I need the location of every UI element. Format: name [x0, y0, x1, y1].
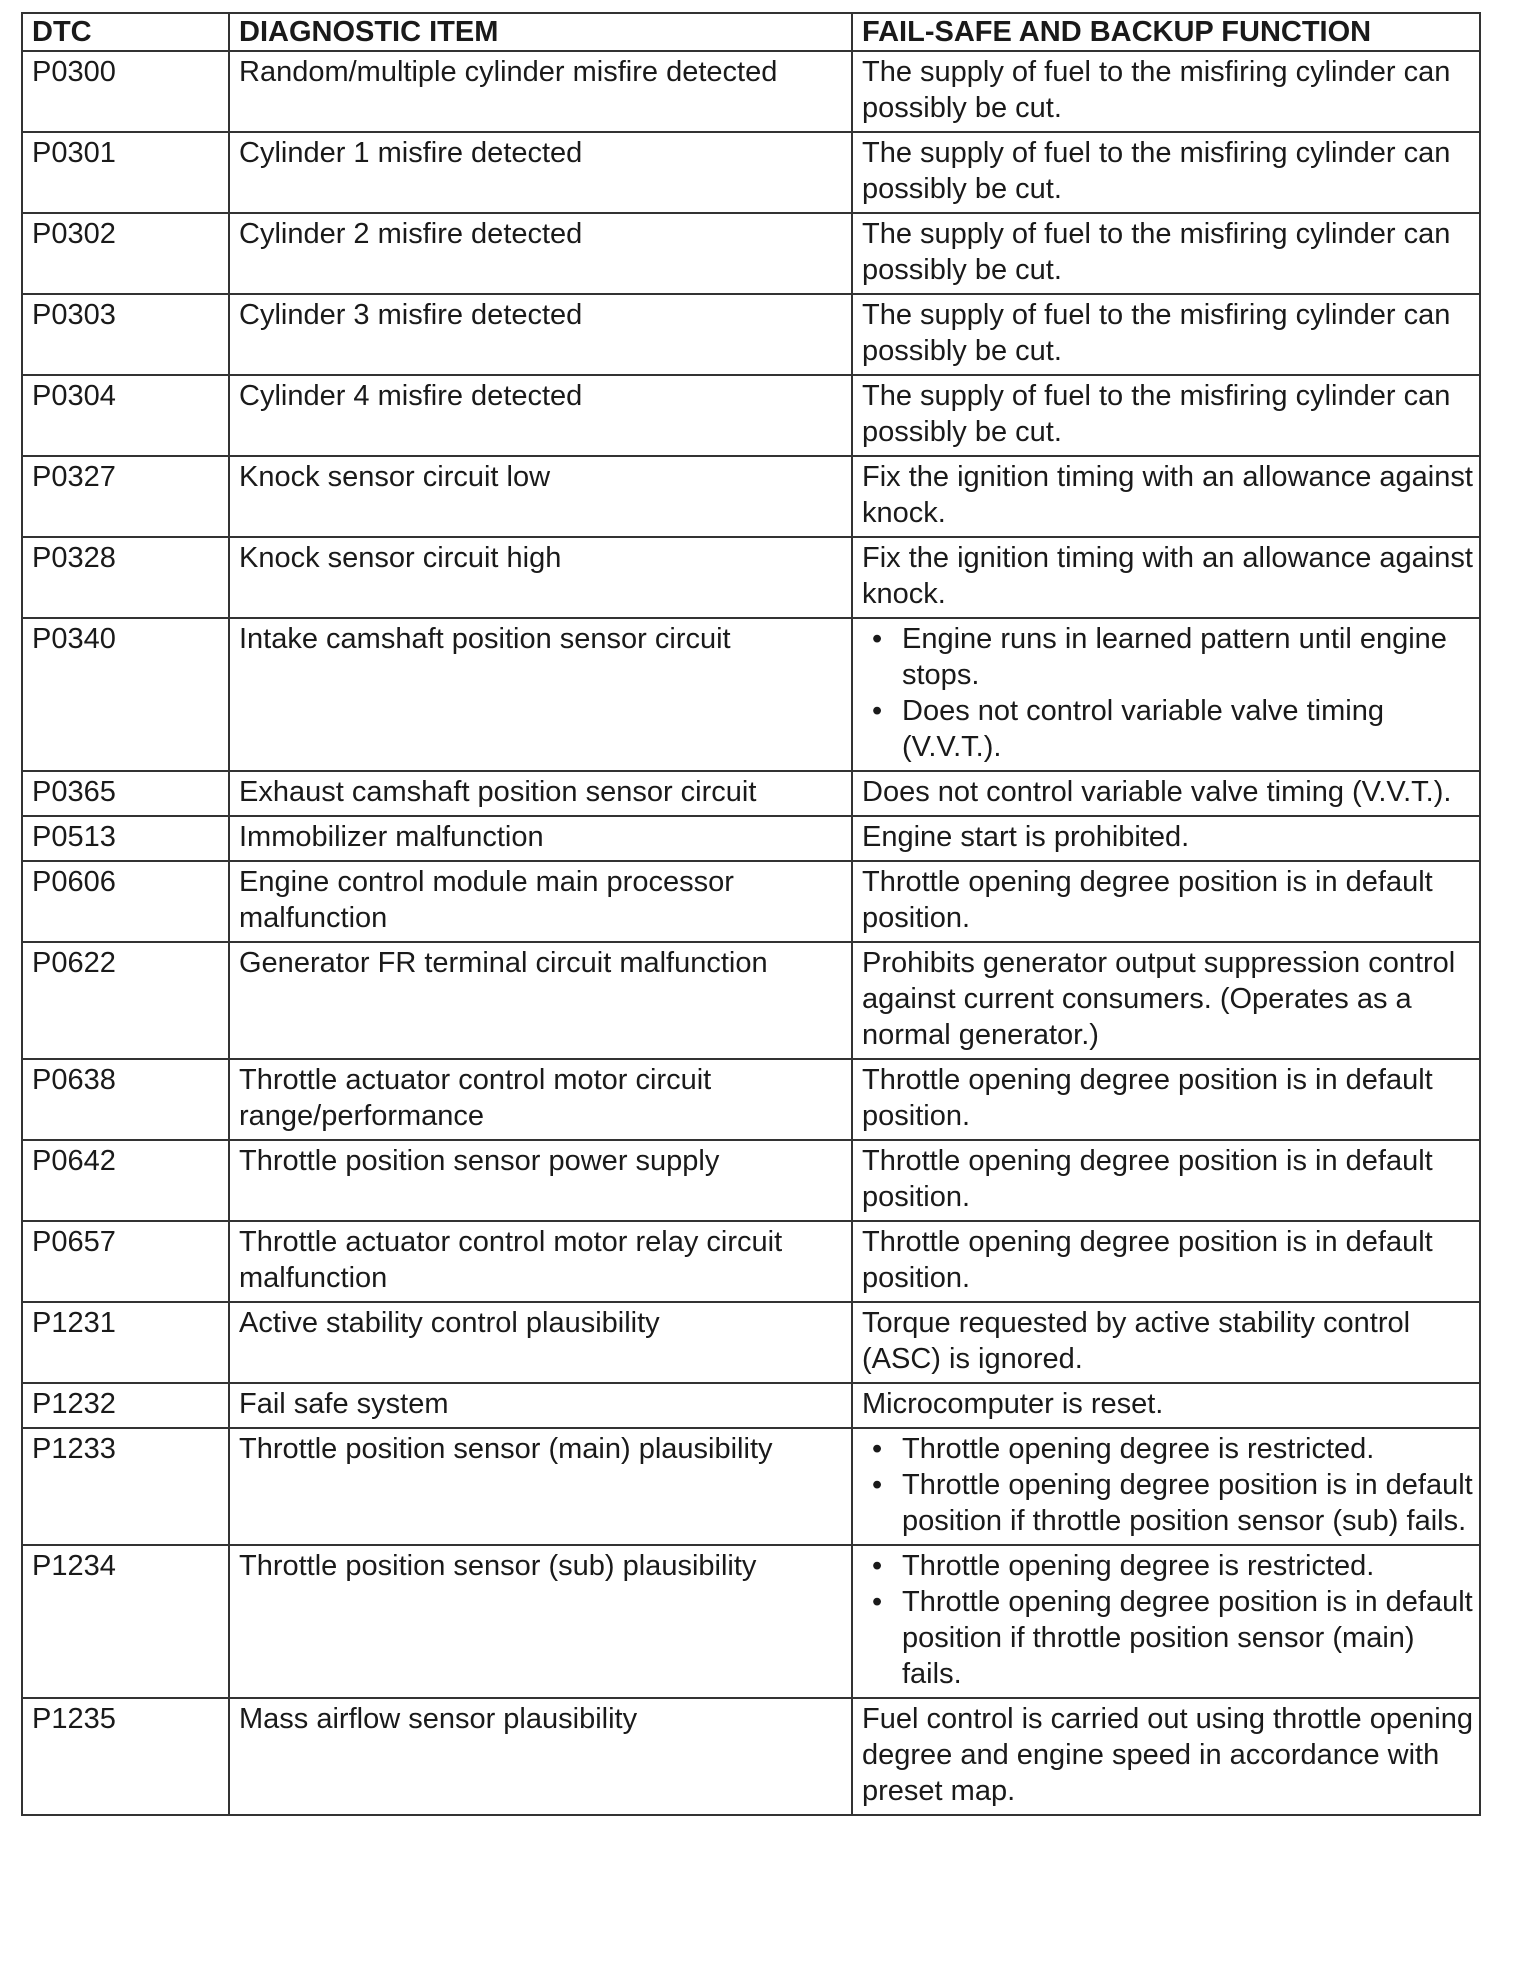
fail-safe-function: Throttle opening degree position is in default position.: [852, 1140, 1480, 1221]
diagnostic-item: Knock sensor circuit high: [229, 537, 852, 618]
diagnostic-item: Cylinder 3 misfire detected: [229, 294, 852, 375]
diagnostic-item: Throttle actuator control motor relay circuit malfunction: [229, 1221, 852, 1302]
fail-safe-bullet: • Engine runs in learned pattern until engine stops.: [862, 621, 1473, 693]
dtc-code: P0302: [22, 213, 229, 294]
dtc-code: P1233: [22, 1428, 229, 1545]
dtc-code: P0304: [22, 375, 229, 456]
table-row: [22, 1428, 1480, 1545]
fail-safe-function: Throttle opening degree position is in default position.: [852, 861, 1480, 942]
table-row: [22, 1140, 1480, 1221]
diagnostic-item: Active stability control plausibility: [229, 1302, 852, 1383]
diagnostic-item: Cylinder 4 misfire detected: [229, 375, 852, 456]
table-row: [22, 456, 1480, 537]
table-row: [22, 294, 1480, 375]
fail-safe-function: Does not control variable valve timing (V.V.T.).: [852, 771, 1480, 816]
diagnostic-item: Knock sensor circuit low: [229, 456, 852, 537]
fail-safe-function: Torque requested by active stability control (ASC) is ignored.: [852, 1302, 1480, 1383]
fail-safe-function: Fix the ignition timing with an allowance against knock.: [852, 456, 1480, 537]
diagnostic-item: Intake camshaft position sensor circuit: [229, 618, 852, 771]
fail-safe-bullet: • Throttle opening degree is restricted.: [862, 1431, 1473, 1467]
dtc-code: P0513: [22, 816, 229, 861]
table-row: [22, 816, 1480, 861]
fail-safe-bullet: • Throttle opening degree position is in default position if throttle position sensor (sub) fails.: [862, 1467, 1473, 1539]
fail-safe-function: Throttle opening degree position is in default position.: [852, 1059, 1480, 1140]
dtc-code: P0622: [22, 942, 229, 1059]
fail-safe-function: [852, 1545, 1480, 1698]
dtc-code: P0365: [22, 771, 229, 816]
fail-safe-function: Throttle opening degree position is in default position.: [852, 1221, 1480, 1302]
table-row: [22, 1059, 1480, 1140]
table-row: [22, 51, 1480, 132]
fail-safe-bullet-list: [862, 1548, 1473, 1692]
dtc-code: P0340: [22, 618, 229, 771]
fail-safe-function: The supply of fuel to the misfiring cylinder can possibly be cut.: [852, 375, 1480, 456]
fail-safe-function: The supply of fuel to the misfiring cylinder can possibly be cut.: [852, 132, 1480, 213]
dtc-code: P0657: [22, 1221, 229, 1302]
diagnostic-item: Immobilizer malfunction: [229, 816, 852, 861]
dtc-code: P0328: [22, 537, 229, 618]
fail-safe-bullet: • Does not control variable valve timing (V.V.T.).: [862, 693, 1473, 765]
fail-safe-bullet: • Throttle opening degree is restricted.: [862, 1548, 1473, 1584]
fail-safe-function: [852, 1428, 1480, 1545]
table-row: [22, 618, 1480, 771]
diagnostic-item: Throttle position sensor power supply: [229, 1140, 852, 1221]
fail-safe-function: [852, 618, 1480, 771]
table-row: [22, 771, 1480, 816]
dtc-table: [21, 12, 1481, 1816]
diagnostic-item: Cylinder 2 misfire detected: [229, 213, 852, 294]
table-row: [22, 1545, 1480, 1698]
fail-safe-function: Microcomputer is reset.: [852, 1383, 1480, 1428]
header-diagnostic-item: DIAGNOSTIC ITEM: [229, 13, 852, 51]
dtc-code: P0301: [22, 132, 229, 213]
dtc-code: P1232: [22, 1383, 229, 1428]
fail-safe-bullet: • Throttle opening degree position is in default position if throttle position sensor (main) fails.: [862, 1584, 1473, 1692]
fail-safe-function: The supply of fuel to the misfiring cylinder can possibly be cut.: [852, 294, 1480, 375]
table-row: [22, 375, 1480, 456]
diagnostic-item: Throttle position sensor (main) plausibility: [229, 1428, 852, 1545]
table-row: [22, 861, 1480, 942]
dtc-code: P0300: [22, 51, 229, 132]
dtc-code: P1234: [22, 1545, 229, 1698]
table-row: [22, 1383, 1480, 1428]
diagnostic-item: Engine control module main processor malfunction: [229, 861, 852, 942]
table-row: [22, 1221, 1480, 1302]
table-row: [22, 1698, 1480, 1815]
diagnostic-item: Exhaust camshaft position sensor circuit: [229, 771, 852, 816]
diagnostic-item: Fail safe system: [229, 1383, 852, 1428]
diagnostic-item: Mass airflow sensor plausibility: [229, 1698, 852, 1815]
table-row: [22, 132, 1480, 213]
fail-safe-function: The supply of fuel to the misfiring cylinder can possibly be cut.: [852, 51, 1480, 132]
table-row: [22, 213, 1480, 294]
fail-safe-bullet-list: [862, 1431, 1473, 1539]
dtc-code: P0303: [22, 294, 229, 375]
fail-safe-bullet-list: [862, 621, 1473, 765]
header-fail-safe-function: FAIL-SAFE AND BACKUP FUNCTION: [852, 13, 1480, 51]
diagnostic-item: Random/multiple cylinder misfire detected: [229, 51, 852, 132]
diagnostic-item: Throttle actuator control motor circuit range/performance: [229, 1059, 852, 1140]
dtc-code: P0606: [22, 861, 229, 942]
table-body: [22, 51, 1480, 1815]
table-header-row: [22, 13, 1480, 51]
fail-safe-function: Prohibits generator output suppression control against current consumers. (Operates as a normal generator.): [852, 942, 1480, 1059]
diagnostic-item: Generator FR terminal circuit malfunction: [229, 942, 852, 1059]
fail-safe-function: Fuel control is carried out using throttle opening degree and engine speed in accordance with preset map.: [852, 1698, 1480, 1815]
fail-safe-function: Fix the ignition timing with an allowance against knock.: [852, 537, 1480, 618]
dtc-code: P0642: [22, 1140, 229, 1221]
table-row: [22, 942, 1480, 1059]
fail-safe-function: Engine start is prohibited.: [852, 816, 1480, 861]
dtc-code: P1235: [22, 1698, 229, 1815]
fail-safe-function: The supply of fuel to the misfiring cylinder can possibly be cut.: [852, 213, 1480, 294]
diagnostic-item: Throttle position sensor (sub) plausibility: [229, 1545, 852, 1698]
header-dtc: DTC: [22, 13, 229, 51]
dtc-code: P0327: [22, 456, 229, 537]
dtc-code: P0638: [22, 1059, 229, 1140]
table-row: [22, 1302, 1480, 1383]
diagnostic-item: Cylinder 1 misfire detected: [229, 132, 852, 213]
dtc-code: P1231: [22, 1302, 229, 1383]
table-row: [22, 537, 1480, 618]
